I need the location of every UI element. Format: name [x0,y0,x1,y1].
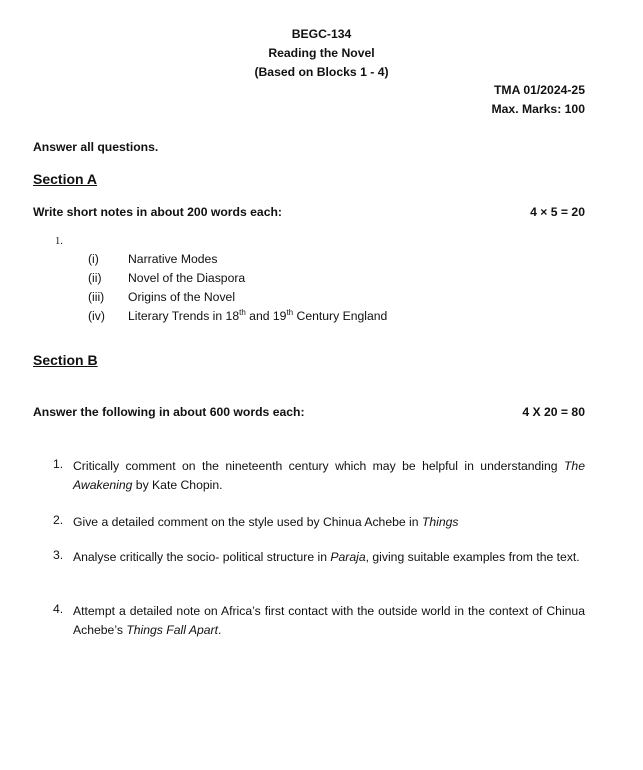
question-text-part: , giving suitable examples from the text. [365,550,580,564]
course-code: BEGC-134 [291,27,352,41]
superscript: th [239,307,246,317]
course-subtitle: (Based on Blocks 1 - 4) [254,65,389,79]
item-number: (ii) [88,271,102,285]
question-text-part: Analyse critically the socio- political structure in [73,550,331,564]
item-number: (iv) [88,309,105,323]
question-text-part: . [217,622,222,637]
question-text [73,457,585,494]
section-a-heading: Section A [33,171,98,187]
section-b-instruction: Answer the following in about 600 words each: [33,405,305,419]
question-number: 3. [53,548,64,562]
max-marks: Max. Marks: 100 [491,102,585,116]
section-b-heading: Section B [33,352,98,368]
section-b-marks: 4 X 20 = 80 [522,405,585,419]
superscript: th [286,307,294,317]
item-text: Narrative Modes [128,252,218,266]
item-number: (i) [88,252,99,266]
item-text-part: and 19 [245,309,287,323]
question-text [73,602,585,639]
item-text [128,309,387,323]
question-text-part: Attempt a detailed note on Africa’s first contact with the outside world in the context of Chinua Achebe’s [73,604,585,637]
section-a-marks: 4 × 5 = 20 [530,205,585,219]
course-title: Reading the Novel [268,46,375,60]
general-instruction: Answer all questions. [33,140,159,154]
item-text-part: Century England [293,309,388,323]
question-text-part: Give a detailed comment on the style used by Chinua Achebe in [73,515,422,529]
section-a-instruction: Write short notes in about 200 words each: [33,205,282,219]
tma-number: TMA 01/2024-25 [493,83,585,97]
item-number: (iii) [88,290,105,304]
question-text-part: Critically comment on the nineteenth century which may be helpful in understanding [73,459,564,473]
question-text [73,548,585,567]
question-number: 1. [53,457,64,471]
book-title: The Awakening [73,459,585,492]
book-title: Things Fall Apart [126,622,218,637]
item-text: Origins of the Novel [128,290,236,304]
book-title: Paraja [330,550,366,564]
item-text: Novel of the Diaspora [128,271,246,285]
question-number: 4. [53,602,64,616]
item-text-part: Literary Trends in 18 [128,309,240,323]
question-number: 2. [53,513,64,527]
question-number-1: 1. [55,236,63,247]
question-text-part: by Kate Chopin. [132,477,223,492]
book-title: Things [421,515,459,529]
question-text [73,513,585,532]
